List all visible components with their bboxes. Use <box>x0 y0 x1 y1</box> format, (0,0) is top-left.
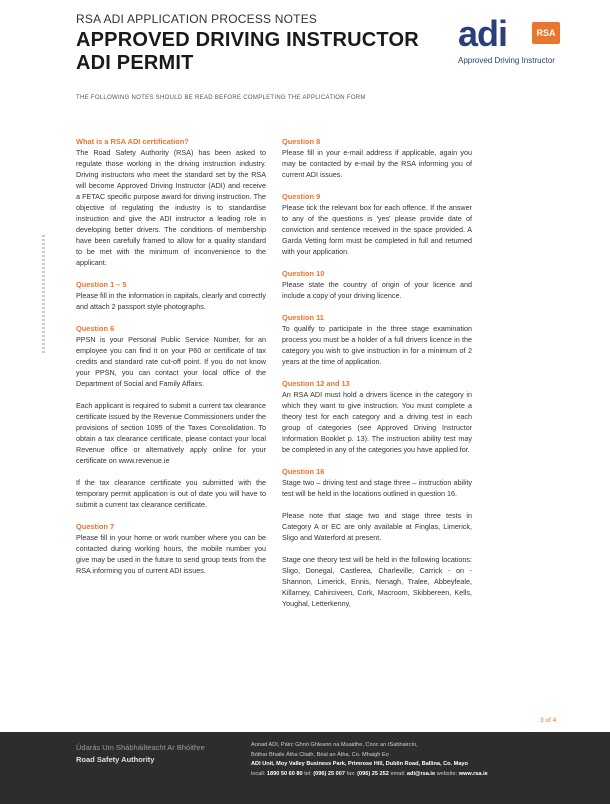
section-text: Please fill in the information in capitals, clearly and correctly and attach 2 passport style photographs. <box>76 291 266 311</box>
section-question-10 <box>282 268 472 301</box>
section-question-16 <box>282 466 472 609</box>
adi-logo-mark: adi <box>458 13 508 54</box>
page-number: 3 of 4 <box>540 717 557 724</box>
footer-address-irish-2: Bóthar Bhaile Átha Cliath, Béal an Átha, Co. Mhaigh Eo <box>251 751 389 758</box>
section-question-8 <box>282 136 472 180</box>
website-link[interactable]: www.rsa.ie <box>458 770 488 777</box>
section-what-is-adi <box>76 136 266 268</box>
footer-contact-line <box>251 770 596 780</box>
adi-logo <box>448 14 588 70</box>
section-text: Please fill in your e-mail address if applicable, again you may be contacted by e-mail by the RSA informing you of current ADI issues. <box>282 148 472 179</box>
section-text: The Road Safety Authority (RSA) has been asked to regulate those working in the driving instruction industry. Driving instructors who meet the standard set by the RSA will become Approved Driving Instructor (ADI) and receive a FETAC specific purpose award for driving instruction. The objective of regulating the industry is to standardise instruction and give the ADI instructor a leading role in developing better drivers. The conditions of membership have been carefully framed to allow for a quality standard to be met with the minimum of inconvenience to the applicant. <box>76 148 266 267</box>
locall-number: 1890 50 60 80 <box>266 770 303 777</box>
section-question-11 <box>282 312 472 367</box>
section-text: If the tax clearance certificate you submitted with the temporary permit application is out of date you will have to submit a current tax clearance certificate. <box>76 478 266 509</box>
left-column <box>76 136 266 587</box>
section-heading: What is a RSA ADI certification? <box>76 137 189 146</box>
tel-label: tel: <box>304 770 312 777</box>
tel-number: (096) 25 007 <box>313 770 345 777</box>
section-heading: Question 6 <box>76 324 115 333</box>
section-text: Please state the country of origin of your licence and include a copy of your driving licence. <box>282 280 472 300</box>
section-text: Please note that stage two and stage three tests in Category A or EC are only available at Finglas, Limerick, Sligo and Waterford at present. <box>282 511 472 542</box>
section-text: PPSN is your Personal Public Service Number, for an employee you can find it on your P60 or certificate of tax credits and standard rate cut-off point. If you do not know your PPSN, you can contact your local office of the Department of Social and Family Affairs. <box>76 335 266 388</box>
section-heading: Question 16 <box>282 467 325 476</box>
section-heading: Question 10 <box>282 269 325 278</box>
section-text: An RSA ADI must hold a drivers licence in the category in which they want to give instruction. You must complete a theory test for each category and a driving test in each group of categories (see Approved Driving Instructor Information Booklet p. 13). The instruction ability test may be completed in any of the categories you have applied for. <box>282 390 472 454</box>
section-text: To qualify to participate in the three stage examination process you must be a holder of a full drivers licence in the category you wish to give instruction in for a minimum of 2 years at the time of application. <box>282 324 472 366</box>
email-label: email: <box>390 770 406 777</box>
section-text: Stage one theory test will be held in the following locations: Sligo, Donegal, Castlerea, Charleville, Carrick - on - Shannon, Limerick, Ennis, Nenagh, Tralee, Abbeyfeale, Killarney, Cahirciveen, Cork, Macroom, Skibbereen, Kells, Youghal, Letterkenny, <box>282 555 472 608</box>
document-supertitle: RSA ADI APPLICATION PROCESS NOTES <box>76 12 318 26</box>
logo-tagline: Approved Driving Instructor <box>458 56 555 65</box>
section-text: Each applicant is required to submit a current tax clearance certificate issued by the Revenue Commissioners under the provisions of section 1095 of the Taxes Consolidation. To obtain a tax clearance certificate, please contact your local Revenue office or alternatively apply online for your certificate on www.revenue.ie <box>76 401 266 465</box>
website-label: website: <box>436 770 458 777</box>
document-title-line-1: APPROVED DRIVING INSTRUCTOR <box>76 29 419 51</box>
right-column <box>282 136 472 620</box>
section-question-6 <box>76 323 266 510</box>
footer-address <box>251 741 596 779</box>
decorative-dotted-bar <box>42 235 45 355</box>
section-text: Please fill in your home or work number where you can be contacted during working hours, the mobile number you give may be used in the future to send group texts from the RSA informing you of current ADI issues. <box>76 533 266 575</box>
footer <box>0 732 610 804</box>
footer-org-english: Road Safety Authority <box>76 755 155 764</box>
fax-label: fax: <box>346 770 356 777</box>
document-title-line-2: ADI PERMIT <box>76 52 194 74</box>
section-heading: Question 1 – 5 <box>76 280 127 289</box>
section-question-9 <box>282 191 472 257</box>
section-text: Stage two – driving test and stage three – instruction ability test will be held in the locations outlined in question 16. <box>282 478 472 498</box>
section-heading: Question 11 <box>282 313 324 322</box>
intro-instruction: THE FOLLOWING NOTES SHOULD BE READ BEFORE COMPLETING THE APPLICATION FORM <box>76 95 366 101</box>
locall-label: locall: <box>251 770 266 777</box>
section-question-7 <box>76 521 266 576</box>
fax-number: (096) 25 252 <box>357 770 389 777</box>
email-link[interactable]: adi@rsa.ie <box>406 770 436 777</box>
section-heading: Question 8 <box>282 137 321 146</box>
document-header <box>76 12 436 75</box>
section-question-12-13 <box>282 378 472 455</box>
rsa-badge: RSA <box>532 22 560 44</box>
section-heading: Question 7 <box>76 522 115 531</box>
footer-address-english: ADI Unit, Moy Valley Business Park, Primrose Hill, Dublin Road, Ballina, Co. Mayo <box>251 761 468 768</box>
section-question-1-5 <box>76 279 266 312</box>
footer-org-irish: Údarás Um Shábháilteacht Ar Bhóithre <box>76 743 205 752</box>
footer-address-irish-1: Aonad ADI, Páirc Ghnó Ghleann na Muaidhe, Cnoc an tSabhaircín, <box>251 742 418 748</box>
section-text: Please tick the relevant box for each offence. If the answer to any of the questions is 'yes' please provide date of conviction and sentence received in the space provided. A Garda Vetting form must be completed in full and returned with your application. <box>282 203 472 256</box>
section-heading: Question 12 and 13 <box>282 379 350 388</box>
section-heading: Question 9 <box>282 192 321 201</box>
